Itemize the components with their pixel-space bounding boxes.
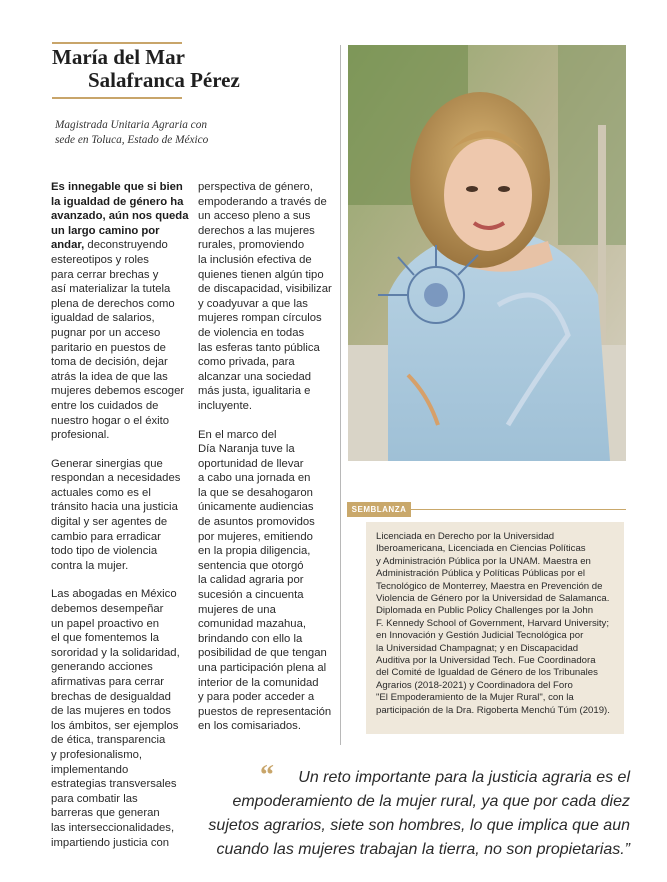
- bio-line: del Comité de Igualdad de Género de los Tribunales: [376, 667, 598, 679]
- bio-line: "El Empoderamiento de la Mujer Rural", con la: [376, 692, 574, 704]
- quote-line: empoderamiento de la mujer rural, ya que por cada diez: [232, 793, 630, 810]
- text-line: En el marco del: [198, 428, 277, 441]
- text-line: como privada, para: [198, 356, 295, 369]
- text-line: digital y ser agentes de: [51, 516, 168, 529]
- text-line: el que fomentemos la: [51, 632, 160, 645]
- text-line: quienes tienen algún tipo: [198, 268, 324, 281]
- text-line: un acceso pleno a sus: [198, 210, 311, 223]
- text-line: mujeres debemos escoger: [51, 385, 185, 398]
- bio-line: Licenciada en Derecho por la Universidad: [376, 531, 555, 542]
- quote-line: sujetos agrarios, siete son hombres, lo que implica que aun: [208, 817, 630, 834]
- text-line: actuales como es el: [51, 486, 151, 499]
- page-title: [52, 46, 282, 92]
- bio-line: F. Kennedy School of Government, Harvard University;: [376, 617, 610, 629]
- text-line: oportunidad de llevar: [198, 457, 304, 470]
- text-line: por mujeres, emitiendo: [198, 530, 313, 543]
- text-line: derechos a las mujeres: [198, 224, 315, 237]
- bio-line: Administración Pública y Políticas Públicas por el: [376, 568, 586, 580]
- semblanza-rule: [411, 509, 626, 510]
- text-line: una participación plena al: [198, 662, 327, 674]
- bio-line: Violencia de Género por la Universidad de Salamanca.: [376, 593, 610, 605]
- text-line: avanzado, aún nos queda: [51, 210, 189, 223]
- col1-paragraph-3: [51, 587, 191, 850]
- text-line: contra la mujer.: [51, 559, 129, 572]
- semblanza-badge: SEMBLANZA: [347, 502, 411, 517]
- text-line: Generar sinergias que: [51, 457, 163, 470]
- text-line: un papel proactivo en: [51, 617, 160, 630]
- text-line: brindando con ello la: [198, 632, 303, 645]
- text-line: sucesión a cincuenta: [198, 589, 304, 602]
- text-line: sororidad y la solidaridad,: [51, 646, 180, 659]
- bio-line: en Innovación y Gestión Judicial Tecnológica por: [376, 630, 584, 642]
- portrait-illustration: [348, 45, 626, 461]
- article-column-1: [51, 180, 191, 864]
- text-line: paritario en puestos de: [51, 341, 166, 354]
- column-divider: [340, 45, 341, 745]
- text-line: empoderando a través de: [198, 195, 327, 208]
- col1-paragraph-2: [51, 457, 191, 574]
- portrait-photo: [348, 45, 626, 461]
- text-line: Día Naranja tuve la: [198, 443, 295, 456]
- text-line: a cabo una jornada en: [198, 472, 311, 485]
- text-line: la que se desahogaron: [198, 486, 313, 499]
- text-line: Es innegable que si bien: [51, 181, 183, 193]
- text-line: generando acciones: [51, 661, 153, 674]
- title-line-1: María del Mar: [52, 45, 185, 69]
- bio-line: Iberoamericana, Licenciada en Ciencias Políticas: [376, 543, 586, 555]
- quote-mark-icon: “: [260, 760, 274, 791]
- text-line: más justa, igualitaria e: [198, 385, 311, 398]
- text-line: interior de la comunidad: [198, 676, 319, 689]
- quote-line: Un reto importante para la justicia agraria es el: [298, 769, 630, 786]
- text-line: la inclusión efectiva de: [198, 253, 312, 266]
- text-line: debemos desempeñar: [51, 603, 164, 616]
- text-line: posibilidad de que tengan: [198, 647, 327, 660]
- text-line: plena de derechos como: [51, 297, 175, 310]
- text-line: alcanzar una sociedad: [198, 370, 312, 383]
- text-line: Las abogadas en México: [51, 588, 177, 601]
- text-line: mujeres rompan círculos: [198, 312, 322, 325]
- text-line: brechas de desigualdad: [51, 690, 171, 703]
- text-line: pugnar por un acceso: [51, 326, 161, 339]
- text-line: comunidad mazahua,: [198, 618, 307, 631]
- bio-line: Agrarios (2018-2021) y Coordinadora del Foro: [376, 679, 573, 691]
- text-line: implementando: [51, 763, 129, 776]
- text-line: nuestro hogar o el éxito: [51, 414, 170, 427]
- text-line: todo tipo de violencia: [51, 545, 158, 558]
- text-line: barreras que generan: [51, 807, 160, 820]
- text-line: entre los cuidados de: [51, 399, 159, 412]
- text-line: las esferas tanto pública: [198, 341, 320, 354]
- subtitle: [55, 118, 285, 148]
- text-line: igualdad de salarios,: [51, 312, 155, 325]
- subtitle-line-2: sede en Toluca, Estado de México: [55, 134, 209, 146]
- text-line: rurales, promoviendo: [198, 239, 305, 252]
- text-line: toma de decisión, dejar: [51, 356, 168, 369]
- text-line: la igualdad de género ha: [51, 195, 184, 208]
- bio-line: Auditiva por la Universidad Tech. Fue Coordinadora: [376, 655, 596, 667]
- text-line: puestos de representación: [198, 705, 332, 718]
- text-line: en los comisariados.: [198, 720, 301, 733]
- text-line: estereotipos y roles: [51, 253, 149, 266]
- bio-line: participación de la Dra. Rigoberta Menchú Túm (2019).: [376, 704, 610, 716]
- quote-line: cuando las mujeres trabajan la tierra, no son propietarias.”: [216, 841, 630, 858]
- text-line: un largo camino por: [51, 224, 160, 237]
- text-line: de ética, transparencia: [51, 734, 166, 747]
- pull-quote: [200, 766, 630, 862]
- text-line: los ámbitos, ser ejemplos: [51, 719, 179, 732]
- text-line: para combatir las: [51, 792, 138, 805]
- text-line: de violencia en todas: [198, 326, 305, 339]
- text-line: sentencia que otorgó: [198, 559, 304, 572]
- semblanza-text: [376, 531, 621, 717]
- text-line: y coadyuvar a que las: [198, 297, 308, 310]
- subtitle-line-1: Magistrada Unitaria Agraria con: [55, 119, 207, 131]
- article-column-2: [198, 180, 338, 748]
- text-line: cambio para erradicar: [51, 530, 161, 543]
- text-line: perspectiva de género,: [198, 181, 313, 193]
- text-line: las interseccionalidades,: [51, 821, 175, 834]
- text-line: y para poder acceder a: [198, 691, 315, 704]
- text-line: tránsito hacia una justicia: [51, 501, 178, 514]
- text-line: en la propia diligencia,: [198, 545, 311, 558]
- col2-paragraph-2: [198, 428, 338, 734]
- col2-paragraph-1: [198, 180, 338, 414]
- text-line: de las mujeres en todos: [51, 705, 171, 718]
- text-line: así materializar la tutela: [51, 283, 171, 296]
- text-line: andar, deconstruyendo: [51, 239, 168, 252]
- title-rule-bottom: [52, 97, 182, 99]
- bio-line: Diplomada en Public Policy Challenges por la John: [376, 605, 594, 617]
- text-line: afirmativas para cerrar: [51, 676, 165, 688]
- text-line: estrategias transversales: [51, 778, 177, 791]
- col1-paragraph-1: [51, 180, 191, 443]
- text-line: atrás la idea de que las: [51, 370, 168, 383]
- title-rule-top: [52, 42, 182, 44]
- bio-line: y Administración Pública por la UNAM. Maestra en: [376, 555, 591, 567]
- text-line: incluyente.: [198, 399, 253, 412]
- text-line: impartiendo justicia con: [51, 836, 170, 849]
- text-line: y profesionalismo,: [51, 748, 143, 761]
- semblanza-box: [366, 522, 624, 734]
- bio-line: Tecnológico de Monterrey, Maestra en Prevención de: [376, 580, 603, 592]
- text-line: únicamente audiencias: [198, 501, 314, 514]
- text-line: para cerrar brechas y: [51, 268, 159, 281]
- text-line: de asuntos promovidos: [198, 516, 315, 529]
- text-line: de discapacidad, visibilizar: [198, 283, 332, 296]
- text-line: mujeres de una: [198, 603, 276, 616]
- text-line: respondan a necesidades: [51, 472, 181, 485]
- title-line-2: Salafranca Pérez: [88, 68, 240, 92]
- text-line: la calidad agraria por: [198, 574, 304, 587]
- text-line: profesional.: [51, 429, 110, 442]
- bio-line: la Universidad Champagnat; y en Discapacidad: [376, 642, 579, 654]
